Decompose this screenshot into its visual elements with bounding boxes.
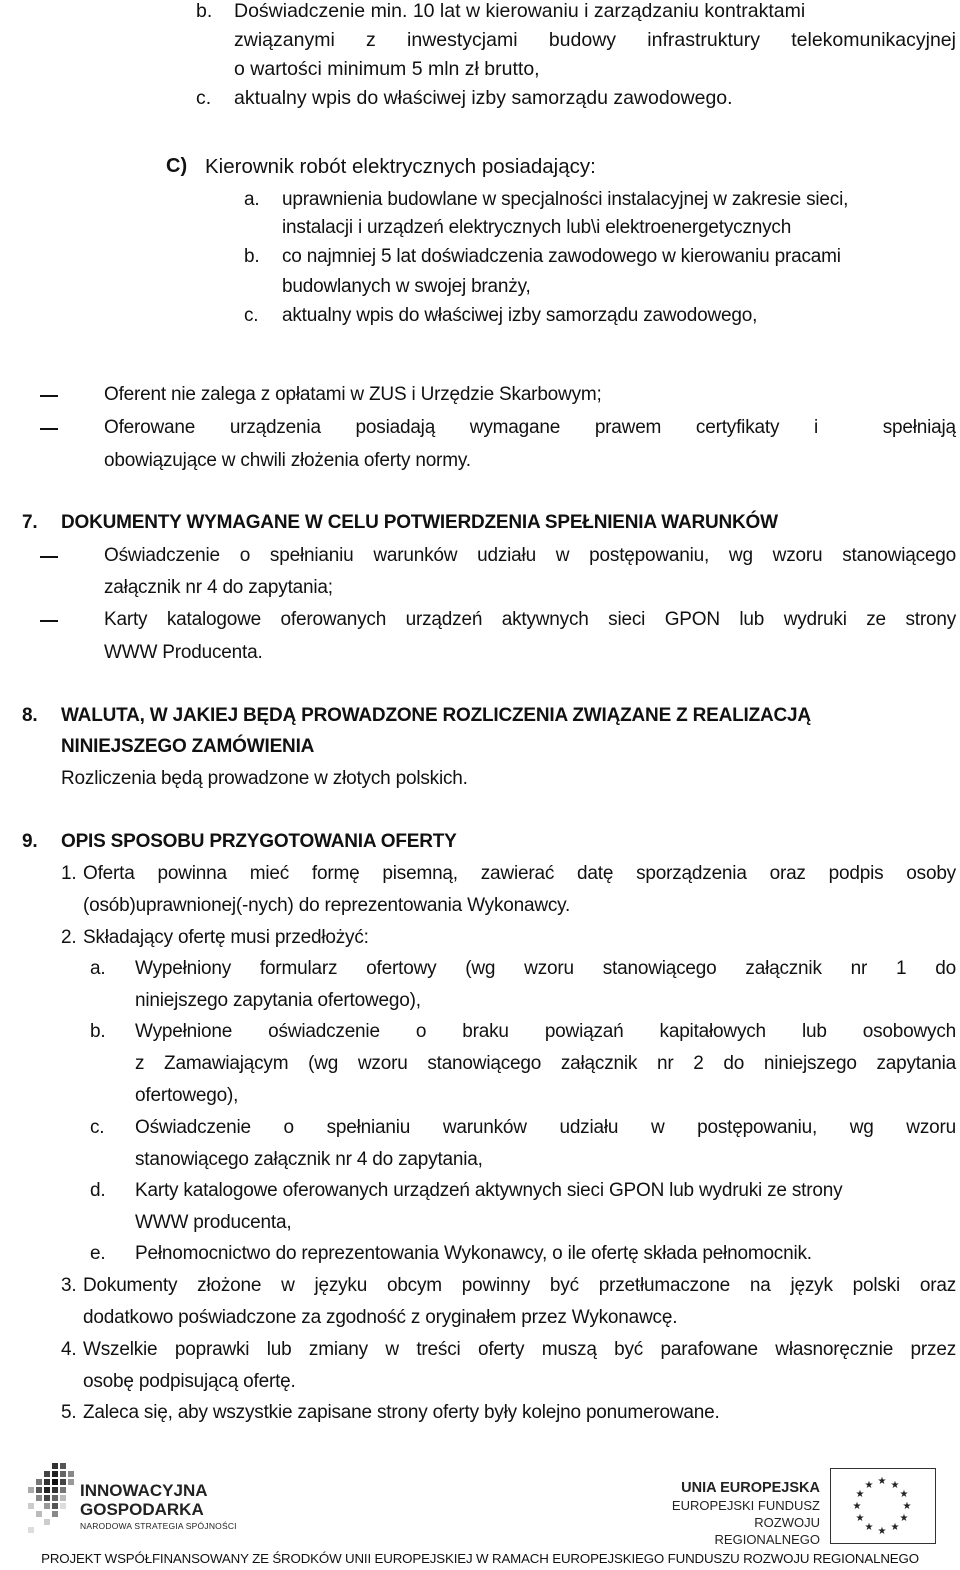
- word: wymagane: [469, 417, 561, 438]
- list-marker: c.: [244, 305, 259, 326]
- section-heading: Kierownik robót elektrycznych posiadający:: [205, 155, 596, 178]
- svg-text:★: ★: [902, 1501, 912, 1512]
- bullet-text: Oświadczenie o spełnianiu warunków udziału w postępowaniu, wg wzoru stanowiącego: [104, 545, 956, 566]
- paragraph-line: Rozliczenia będą prowadzone w złotych polskich.: [61, 768, 468, 789]
- section-title: NINIEJSZEGO ZAMÓWIENIA: [61, 736, 315, 757]
- paragraph-line: dodatkowo poświadczone za zgodność z oryginałem przez Wykonawcę.: [83, 1307, 678, 1328]
- logo-text: INNOWACYJNA: [80, 1481, 208, 1500]
- logo-text: UNIA EUROPEJSKA: [681, 1480, 820, 1496]
- dash-bullet: [40, 428, 58, 430]
- paragraph-line: aktualny wpis do właściwej izby samorządu zawodowego,: [282, 305, 758, 326]
- paragraph-line: Karty katalogowe oferowanych urządzeń aktywnych sieci GPON lub wydruki ze strony: [135, 1180, 843, 1201]
- svg-text:★: ★: [864, 1480, 874, 1491]
- list-marker: a.: [90, 958, 106, 979]
- paragraph-line: związanymi z inwestycjami budowy infrastruktury telekomunikacyjnej: [234, 29, 956, 51]
- section-title: WALUTA, W JAKIEJ BĘDĄ PROWADZONE ROZLICZENIA ZWIĄZANE Z REALIZACJĄ: [61, 705, 811, 726]
- paragraph-line: uprawnienia budowlane w specjalności instalacyjnej w zakresie sieci,: [282, 189, 849, 210]
- paragraph-line: ofertowego),: [135, 1085, 239, 1106]
- dash-bullet: [40, 620, 58, 622]
- section-title: OPIS SPOSOBU PRZYGOTOWANIA OFERTY: [61, 831, 457, 852]
- paragraph-line: Wypełnione oświadczenie o braku powiązań kapitałowych lub osobowych: [135, 1021, 956, 1042]
- logo-text: GOSPODARKA: [80, 1500, 204, 1519]
- section-number: 7.: [22, 512, 38, 533]
- paragraph-line: Oświadczenie o spełnianiu warunków udziału w postępowaniu, wg wzoru: [135, 1117, 956, 1138]
- bullet-text: [104, 417, 956, 439]
- logo-text: ROZWOJU REGIONALNEGO: [714, 1515, 820, 1547]
- word: certyfikaty: [695, 417, 780, 438]
- bullet-text: Oferent nie zalega z opłatami w ZUS i Urzędzie Skarbowym;: [104, 384, 602, 405]
- word: urządzenia: [229, 417, 321, 438]
- eu-fund-text: [646, 1479, 820, 1548]
- list-marker: c.: [196, 87, 212, 109]
- svg-text:★: ★: [877, 1526, 887, 1537]
- list-marker: e.: [90, 1243, 106, 1264]
- section-title: DOKUMENTY WYMAGANE W CELU POTWIERDZENIA SPEŁNIENIA WARUNKÓW: [61, 512, 778, 533]
- paragraph-line: Wypełniony formularz ofertowy (wg wzoru stanowiącego załącznik nr 1 do: [135, 958, 956, 979]
- dash-bullet: [40, 556, 58, 558]
- paragraph-line: Pełnomocnictwo do reprezentowania Wykonawcy, o ile ofertę składa pełnomocnik.: [135, 1243, 812, 1264]
- paragraph-line: aktualny wpis do właściwej izby samorządu zawodowego.: [234, 87, 733, 109]
- list-marker: 4.: [61, 1339, 77, 1360]
- innowacyjna-gospodarka-logo-icon: [18, 1461, 78, 1536]
- paragraph-line: instalacji i urządzeń elektrycznych lub\i elektroenergetycznych: [282, 217, 792, 238]
- svg-text:★: ★: [877, 1476, 887, 1487]
- svg-text:★: ★: [899, 1513, 909, 1524]
- paragraph-line: Wszelkie poprawki lub zmiany w treści oferty muszą być parafowane własnoręcznie przez: [83, 1339, 956, 1360]
- paragraph-line: [234, 0, 956, 23]
- paragraph-line: budowlanych w swojej branży,: [282, 276, 531, 297]
- list-marker: b.: [244, 246, 260, 267]
- footer-cofinancing-text: PROJEKT WSPÓŁFINANSOWANY ZE ŚRODKÓW UNII EUROPEJSKIEJ W RAMACH EUROPEJSKIEGO FUNDUSZU ROZWOJU REGIONALNEGO: [41, 1551, 919, 1566]
- svg-text:★: ★: [899, 1489, 909, 1500]
- innowacyjna-gospodarka-logo-text: [80, 1481, 237, 1533]
- word: spełniają: [882, 417, 956, 438]
- word: i: [813, 417, 818, 438]
- text: Doświadczenie min. 10 lat w kierowaniu i zarządzaniu kontraktami: [234, 0, 806, 22]
- section-number: 9.: [22, 831, 38, 852]
- svg-text:★: ★: [855, 1489, 865, 1500]
- paragraph-line: z Zamawiającym (wg wzoru stanowiącego załącznik nr 2 do niniejszego zapytania: [135, 1053, 956, 1074]
- list-marker: 2.: [61, 927, 77, 948]
- list-marker: 3.: [61, 1275, 77, 1296]
- svg-text:★: ★: [890, 1522, 900, 1533]
- section-number: 8.: [22, 705, 38, 726]
- list-marker: 1.: [61, 863, 77, 884]
- eu-flag-icon: [830, 1468, 936, 1544]
- logo-subtext: NARODOWA STRATEGIA SPÓJNOŚCI: [80, 1521, 237, 1531]
- list-marker: b.: [90, 1021, 106, 1042]
- word: prawem: [594, 417, 662, 438]
- list-marker: d.: [90, 1180, 106, 1201]
- paragraph-line: co najmniej 5 lat doświadczenia zawodowego w kierowaniu pracami: [282, 246, 841, 267]
- paragraph-line: (osób)uprawnionej(-nych) do reprezentowania Wykonawcy.: [83, 895, 571, 916]
- footer-logos: [0, 1455, 960, 1550]
- list-marker: b.: [196, 0, 213, 22]
- svg-text:★: ★: [852, 1501, 862, 1512]
- paragraph-line: Dokumenty złożone w języku obcym powinny być przetłumaczone na język polski oraz: [83, 1275, 956, 1296]
- logo-text: EUROPEJSKI FUNDUSZ: [671, 1498, 820, 1513]
- paragraph-line: Składający ofertę musi przedłożyć:: [83, 927, 369, 948]
- bullet-text: obowiązujące w chwili złożenia oferty normy.: [104, 450, 471, 471]
- svg-text:★: ★: [855, 1513, 865, 1524]
- bullet-text: WWW Producenta.: [104, 642, 263, 663]
- list-marker: 5.: [61, 1402, 77, 1423]
- paragraph-line: WWW producenta,: [135, 1212, 292, 1233]
- paragraph-line: o wartości minimum 5 mln zł brutto,: [234, 58, 540, 80]
- paragraph-line: osobę podpisującą ofertę.: [83, 1371, 296, 1392]
- paragraph-line: niniejszego zapytania ofertowego),: [135, 990, 421, 1011]
- dash-bullet: [40, 395, 58, 397]
- list-marker: a.: [244, 189, 260, 210]
- heading-marker: C): [166, 155, 188, 177]
- bullet-text: Karty katalogowe oferowanych urządzeń aktywnych sieci GPON lub wydruki ze strony: [104, 609, 956, 630]
- word: Oferowane: [104, 417, 196, 438]
- paragraph-line: Oferta powinna mieć formę pisemną, zawierać datę sporządzenia oraz podpis osoby: [83, 863, 956, 884]
- bullet-text: załącznik nr 4 do zapytania;: [104, 577, 333, 598]
- list-marker: c.: [90, 1117, 105, 1138]
- svg-text:★: ★: [864, 1522, 874, 1533]
- paragraph-line: Zaleca się, aby wszystkie zapisane strony oferty były kolejno ponumerowane.: [83, 1402, 720, 1423]
- paragraph-line: stanowiącego załącznik nr 4 do zapytania,: [135, 1149, 483, 1170]
- svg-text:★: ★: [890, 1480, 900, 1491]
- word: posiadają: [355, 417, 436, 438]
